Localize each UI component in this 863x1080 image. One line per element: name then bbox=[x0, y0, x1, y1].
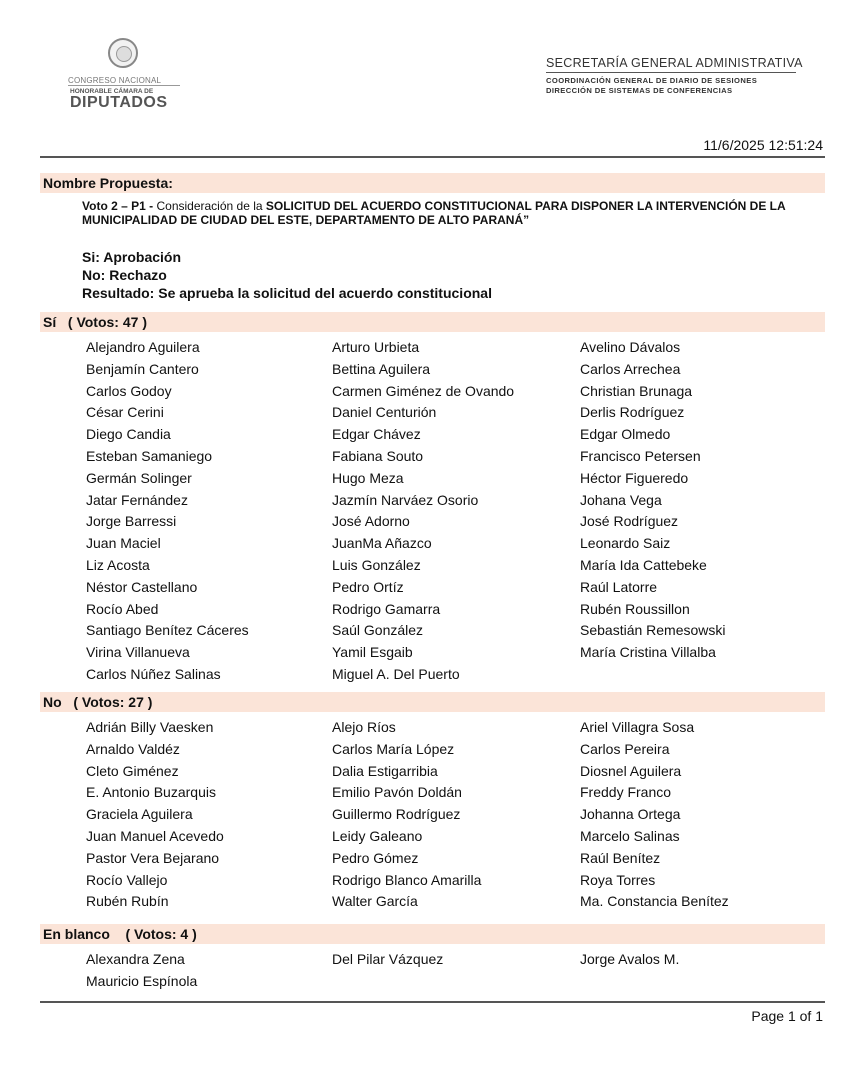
no-column-2 bbox=[332, 718, 481, 914]
legislator-name: Freddy Franco bbox=[580, 784, 672, 801]
legislator-name: Cleto Giménez bbox=[86, 762, 179, 779]
legislator-name: Jorge Barressi bbox=[86, 513, 177, 530]
legislator-name: Marcelo Salinas bbox=[580, 827, 680, 844]
legislator-name: Miguel A. Del Puerto bbox=[332, 665, 460, 682]
organization-block bbox=[546, 56, 803, 95]
legislator-name: Rodrigo Gamarra bbox=[332, 600, 441, 617]
legislator-name: Germán Solinger bbox=[86, 469, 192, 486]
legislator-name: María Cristina Villalba bbox=[580, 644, 716, 661]
legislator-name: Mauricio Espínola bbox=[86, 972, 198, 989]
no-meaning: No: Rechazo bbox=[82, 267, 167, 283]
legislator-name: Raúl Benítez bbox=[580, 849, 661, 866]
legislator-name: Christian Brunaga bbox=[580, 382, 693, 399]
blanco-column-3 bbox=[580, 950, 679, 972]
legislator-name: Juan Maciel bbox=[86, 535, 161, 552]
legislator-name: Jatar Fernández bbox=[86, 491, 188, 508]
logo-line-1: CONGRESO NACIONAL bbox=[68, 76, 180, 86]
legislator-name: Avelino Dávalos bbox=[580, 339, 681, 355]
vote-result: Resultado: Se aprueba la solicitud del acuerdo constitucional bbox=[82, 285, 492, 301]
legislator-name: Adrián Billy Vaesken bbox=[86, 719, 214, 735]
org-line-1: SECRETARÍA GENERAL ADMINISTRATIVA bbox=[546, 56, 796, 73]
legislator-name: Rubén Roussillon bbox=[580, 600, 690, 617]
legislator-name: Pedro Ortíz bbox=[332, 578, 404, 595]
legislator-name: Rubén Rubín bbox=[86, 893, 169, 910]
si-label: Sí bbox=[43, 314, 57, 330]
blanco-count: ( Votos: 4 ) bbox=[125, 926, 197, 942]
si-column-3 bbox=[580, 338, 726, 665]
legislator-name: María Ida Cattebeke bbox=[580, 556, 707, 573]
proposal-text bbox=[82, 199, 822, 227]
legislator-name: Carlos María López bbox=[332, 740, 455, 757]
legislator-name: Rocío Vallejo bbox=[86, 871, 168, 888]
si-column-1 bbox=[86, 338, 249, 687]
blanco-column-1 bbox=[86, 950, 197, 994]
no-count: ( Votos: 27 ) bbox=[73, 694, 153, 710]
logo-line-3: DIPUTADOS bbox=[70, 94, 168, 111]
org-line-2: COORDINACIÓN GENERAL DE DIARIO DE SESIONES bbox=[546, 76, 758, 85]
legislator-name: Del Pilar Vázquez bbox=[332, 951, 444, 967]
legislator-name: Juan Manuel Acevedo bbox=[86, 827, 224, 844]
legislator-name: Arturo Urbieta bbox=[332, 339, 420, 355]
legislator-name: Graciela Aguilera bbox=[86, 806, 193, 823]
proposal-heading: Nombre Propuesta: bbox=[43, 175, 173, 191]
legislator-name: Leonardo Saiz bbox=[580, 535, 671, 552]
legislator-name: Francisco Petersen bbox=[580, 447, 701, 464]
legislator-name: Diego Candia bbox=[86, 426, 171, 443]
legislator-name: Arnaldo Valdéz bbox=[86, 740, 180, 757]
no-section-bar bbox=[40, 692, 825, 712]
legislator-name: Luis González bbox=[332, 556, 421, 573]
legislator-name: Yamil Esgaib bbox=[332, 644, 413, 661]
legislator-name: Ariel Villagra Sosa bbox=[580, 719, 695, 735]
legislator-name: Virina Villanueva bbox=[86, 644, 190, 661]
legislator-name: Jorge Avalos M. bbox=[580, 951, 680, 967]
legislator-name: César Cerini bbox=[86, 404, 164, 421]
si-count: ( Votos: 47 ) bbox=[67, 314, 147, 330]
top-divider bbox=[40, 156, 825, 158]
legislator-name: Alejo Ríos bbox=[332, 719, 396, 735]
page-number: Page 1 of 1 bbox=[751, 1008, 823, 1024]
legislator-name: Daniel Centurión bbox=[332, 404, 437, 421]
legislator-name: Diosnel Aguilera bbox=[580, 762, 682, 779]
legislator-name: Walter García bbox=[332, 893, 418, 910]
legislator-name: Saúl González bbox=[332, 622, 424, 639]
legislator-name: Rodrigo Blanco Amarilla bbox=[332, 871, 482, 888]
legislator-name: Dalia Estigarribia bbox=[332, 762, 438, 779]
legislator-name: Sebastián Remesowski bbox=[580, 622, 726, 639]
legislator-name: Santiago Benítez Cáceres bbox=[86, 622, 249, 639]
proposal-title: SOLICITUD DEL ACUERDO CONSTITUCIONAL PARA DISPONER LA INTERVENCIÓN DE LA MUNICIPALIDAD DE CIUDAD DEL ESTE, DEPARTAMENTO DE ALTO PARANÁ” bbox=[82, 199, 786, 227]
legislator-name: Néstor Castellano bbox=[86, 578, 198, 595]
blanco-column-2 bbox=[332, 950, 443, 972]
si-meaning: Si: Aprobación bbox=[82, 249, 182, 265]
blanco-section-bar bbox=[40, 924, 825, 944]
org-line-3: DIRECCIÓN DE SISTEMAS DE CONFERENCIAS bbox=[546, 86, 733, 95]
legislator-name: José Rodríguez bbox=[580, 513, 679, 530]
legislator-name: Hugo Meza bbox=[332, 469, 404, 486]
proposal-intro: Consideración de la bbox=[153, 199, 266, 213]
si-column-2 bbox=[332, 338, 514, 687]
legislator-name: JuanMa Añazco bbox=[332, 535, 432, 552]
legislator-name: Raúl Latorre bbox=[580, 578, 658, 595]
legislator-name: Guillermo Rodríguez bbox=[332, 806, 461, 823]
legislator-name: Pedro Gómez bbox=[332, 849, 419, 866]
legislator-name: Emilio Pavón Doldán bbox=[332, 784, 462, 801]
legislator-name: Johana Vega bbox=[580, 491, 662, 508]
legislator-name: Ma. Constancia Benítez bbox=[580, 893, 729, 910]
legislator-name: Pastor Vera Bejarano bbox=[86, 849, 220, 866]
legislator-name: Johanna Ortega bbox=[580, 806, 681, 823]
legislator-name: Alexandra Zena bbox=[86, 951, 185, 967]
legislator-name: Carlos Pereira bbox=[580, 740, 670, 757]
legislator-name: Jazmín Narváez Osorio bbox=[332, 491, 479, 508]
no-column-1 bbox=[86, 718, 224, 914]
report-timestamp: 11/6/2025 12:51:24 bbox=[703, 137, 823, 153]
logo-line-2: HONORABLE CÁMARA DE bbox=[70, 88, 154, 95]
legislator-name: Leidy Galeano bbox=[332, 827, 423, 844]
legislator-name: Derlis Rodríguez bbox=[580, 404, 685, 421]
proposal-heading-bar bbox=[40, 173, 825, 193]
legislator-name: E. Antonio Buzarquis bbox=[86, 784, 216, 801]
legislator-name: Liz Acosta bbox=[86, 556, 150, 573]
si-section-bar bbox=[40, 312, 825, 332]
vote-id: Voto 2 – P1 - bbox=[82, 199, 154, 213]
congress-logo bbox=[64, 38, 182, 114]
legislator-name: Edgar Chávez bbox=[332, 426, 421, 443]
blanco-label: En blanco bbox=[43, 926, 110, 942]
legislator-name: Carlos Godoy bbox=[86, 382, 172, 399]
legislator-name: Fabiana Souto bbox=[332, 447, 424, 464]
legislator-name: Carmen Giménez de Ovando bbox=[332, 382, 515, 399]
national-seal-icon bbox=[108, 38, 138, 68]
legislator-name: Benjamín Cantero bbox=[86, 360, 199, 377]
legislator-name: Rocío Abed bbox=[86, 600, 159, 617]
legislator-name: Carlos Núñez Salinas bbox=[86, 665, 221, 682]
legislator-name: Roya Torres bbox=[580, 871, 656, 888]
no-column-3 bbox=[580, 718, 729, 914]
legislator-name: Edgar Olmedo bbox=[580, 426, 671, 443]
legislator-name: Alejandro Aguilera bbox=[86, 339, 200, 355]
legislator-name: Carlos Arrechea bbox=[580, 360, 681, 377]
legislator-name: José Adorno bbox=[332, 513, 410, 530]
bottom-divider bbox=[40, 1001, 825, 1003]
no-label: No bbox=[43, 694, 62, 710]
legislator-name: Esteban Samaniego bbox=[86, 447, 213, 464]
legislator-name: Héctor Figueredo bbox=[580, 469, 689, 486]
legislator-name: Bettina Aguilera bbox=[332, 360, 431, 377]
